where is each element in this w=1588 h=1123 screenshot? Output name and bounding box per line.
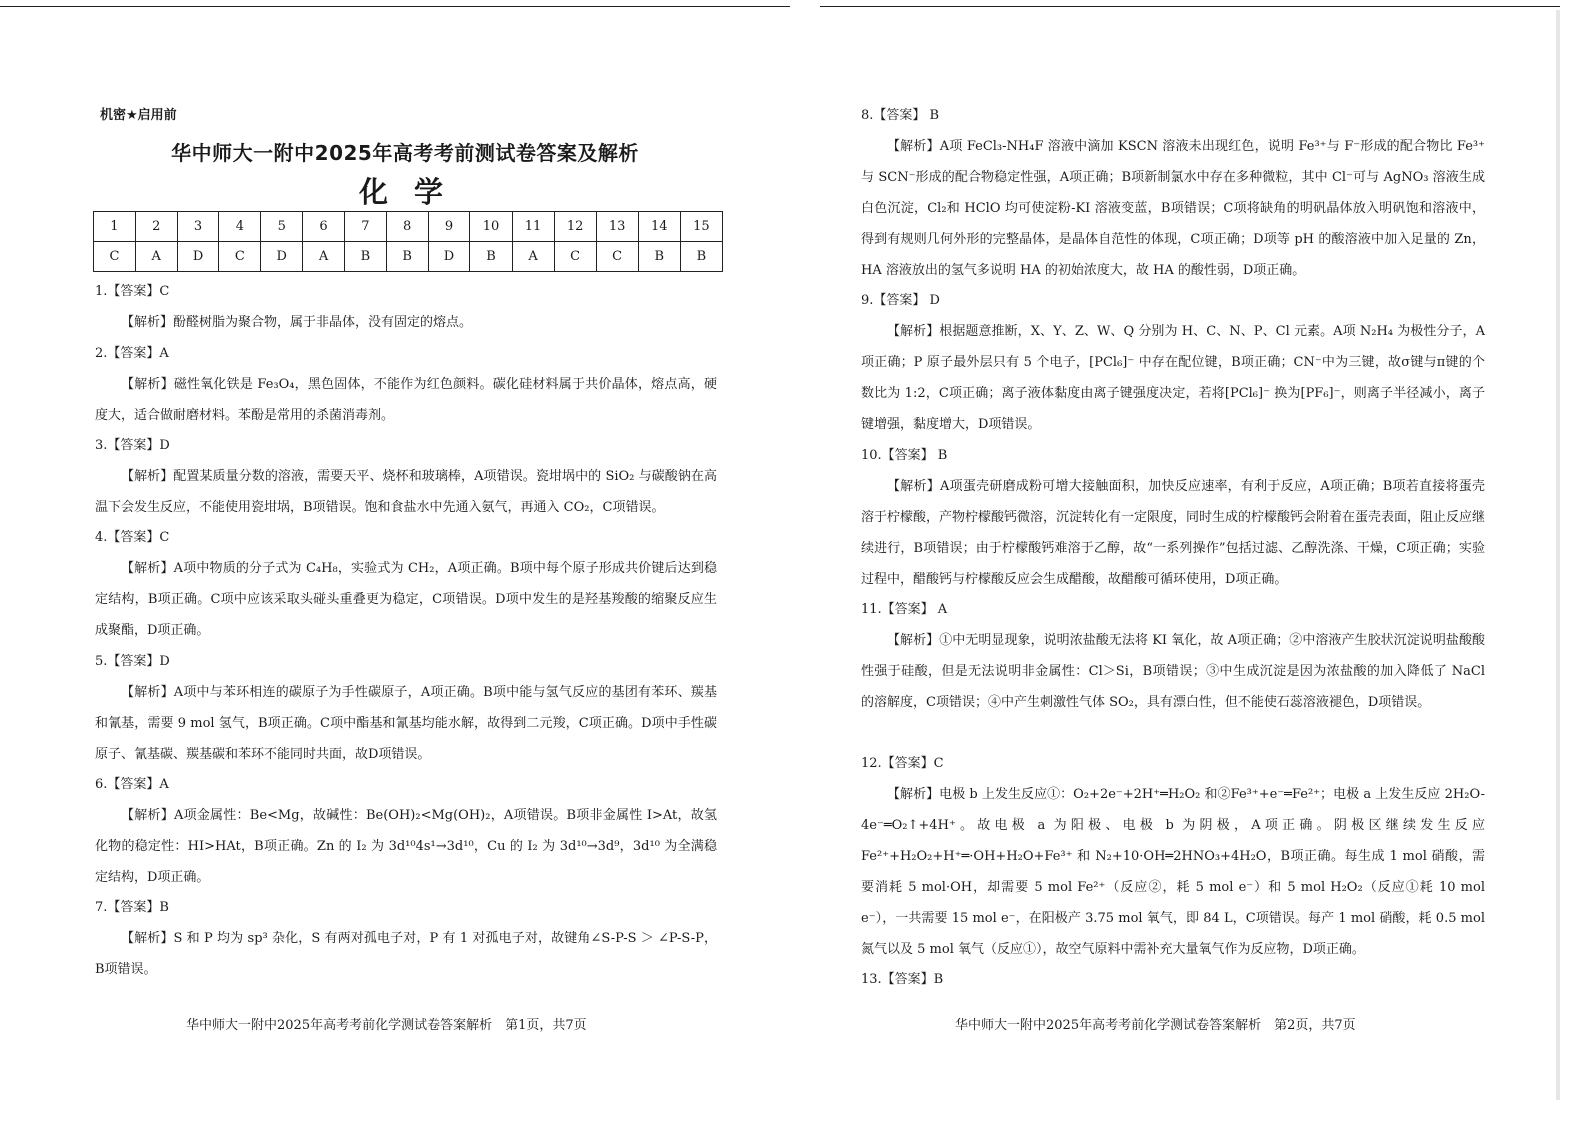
question-3 — [95, 430, 717, 523]
explanation-text: 【解析】酚醛树脂为聚合物，属于非晶体，没有固定的熔点。 — [121, 315, 473, 330]
table-cell: A — [303, 242, 345, 272]
page-footer: 华中师大一附中2025年高考考前化学测试卷答案解析 第2页，共7页 — [955, 1018, 1356, 1033]
answer-line: 9.【答案】 D — [861, 293, 940, 308]
question-4 — [95, 522, 717, 646]
answer-line: 2.【答案】A — [95, 346, 169, 361]
answer-line: 6.【答案】A — [95, 777, 169, 792]
question-6 — [95, 769, 717, 893]
scan-edge-shadow — [1556, 10, 1560, 1100]
table-cell: B — [470, 242, 512, 272]
answer-line: 13.【答案】B — [861, 972, 944, 987]
table-cell: D — [261, 242, 303, 272]
right-page — [790, 0, 1588, 1123]
table-cell: B — [638, 242, 680, 272]
table-cell: 5 — [261, 212, 303, 242]
answer-line: 7.【答案】B — [95, 900, 169, 915]
explanation-text: 【解析】磁性氧化铁是 Fe₃O₄，黑色固体，不能作为红色颜料。碳化硅材料属于共价晶体，熔点高，硬度大，适合做耐磨材料。苯酚是常用的杀菌消毒剂。 — [95, 377, 717, 423]
table-cell: B — [344, 242, 386, 272]
table-cell: B — [680, 242, 722, 272]
table-cell: 13 — [596, 212, 638, 242]
explanation-text: 【解析】A项蛋壳研磨成粉可增大接触面积，加快反应速率，有利于反应，A项正确；B项若直接将蛋壳溶于柠檬酸，产物柠檬酸钙微溶，沉淀转化有一定限度，同时生成的柠檬酸钙会附着在蛋壳表面，阻止反应继续进行，B项错误；由于柠檬酸钙难溶于乙醇，故“一系列操作”包括过滤、乙醇洗涤、干燥，C项正确；实验过程中，醋酸钙与柠檬酸反应会生成醋酸，故醋酸可循环使用，D项正确。 — [861, 479, 1486, 587]
table-cell: C — [596, 242, 638, 272]
explanation-text: 【解析】A项中与苯环相连的碳原子为手性碳原子，A项正确。B项中能与氢气反应的基团有苯环、羰基和氰基，需要 9 mol 氢气，B项正确。C项中酯基和氰基均能水解，故得到二元羧，C项正确。D项中手性碳原子、氰基碳、羰基碳和苯环不能同时共面，故D项错误。 — [95, 685, 717, 762]
answer-line: 11.【答案】 A — [861, 602, 948, 617]
answer-line: 12.【答案】C — [861, 756, 944, 771]
question-1 — [95, 276, 717, 338]
explanation-text: 【解析】电极 b 上发生反应①：O₂+2e⁻+2H⁺═H₂O₂ 和②Fe³⁺+e⁻═Fe²⁺；电极 a 上发生反应 2H₂O-4e⁻═O₂↑+4H⁺。故电极 a 为阳极、电极 b 为阴极，A项正确。阴极区继续发生反应 Fe²⁺+H₂O₂+H⁺═·OH+H₂O+Fe³⁺ 和 N₂+10·OH═2HNO₃+4H₂O，B项正确。每生成 1 mol 硝酸，需要消耗 5 mol·OH，却需要 5 mol Fe²⁺（反应②，耗 5 mol e⁻）和 5 mol H₂O₂（反应①耗 10 mol e⁻），一共需要 15 mol e⁻，在阳极产 3.75 mol 氧气，即 84 L，C项错误。每产 1 mol 硝酸，耗 0.5 mol 氮气以及 5 mol 氧气（反应①），故空气原料中需补充大量氧气作为反应物，D项正确。 — [861, 787, 1485, 957]
question-10 — [861, 440, 1485, 595]
table-cell: 15 — [680, 212, 722, 242]
question-8 — [861, 100, 1485, 286]
answer-line: 5.【答案】D — [95, 654, 170, 669]
question-9 — [861, 285, 1485, 440]
answer-line: 10.【答案】 B — [861, 448, 948, 463]
question-12 — [861, 748, 1485, 965]
table-cell: 8 — [386, 212, 428, 242]
explanation-text: 【解析】根据题意推断，X、Y、Z、W、Q 分别为 H、C、N、P、Cl 元素。A项 N₂H₄ 为极性分子，A项正确；P 原子最外层只有 5 个电子，[PCl₆]⁻ 中存在配位键，B项正确；CN⁻中为三键，故σ键与π键的个数比为 1:2，C项正确；离子液体黏度由离子键强度决定，若将[PCl₆]⁻ 换为[PF₆]⁻，则离子半径减小，离子键增强，黏度增大，D项错误。 — [861, 324, 1485, 432]
left-page — [0, 0, 790, 1123]
answer-line: 3.【答案】D — [95, 438, 170, 453]
table-cell: 7 — [344, 212, 386, 242]
answer-line: 8.【答案】 B — [861, 108, 940, 123]
answer-line: 4.【答案】C — [95, 530, 170, 545]
answer-letter-row — [94, 242, 723, 272]
subject-heading: 化 学 — [358, 175, 452, 209]
answer-line: 1.【答案】C — [95, 284, 170, 299]
table-cell: B — [386, 242, 428, 272]
question-5 — [95, 646, 717, 770]
table-cell: C — [94, 242, 136, 272]
explanation-text: 【解析】A项 FeCl₃-NH₄F 溶液中滴加 KSCN 溶液未出现红色，说明 Fe³⁺与 F⁻形成的配合物比 Fe³⁺与 SCN⁻形成的配合物稳定性强，A项正确；B项新制氯水中存在多种微粒，其中 Cl⁻可与 AgNO₃ 溶液生成白色沉淀，Cl₂和 HClO 均可使淀粉-KI 溶液变蓝，B项错误；C项将缺角的明矾晶体放入明矾饱和溶液中，得到有规则几何外形的完整晶体，是晶体自范性的体现，C项正确；D项等 pH 的酸溶液中加入足量的 Zn，HA 溶液放出的氢气多说明 HA 的初始浓度大，故 HA 的酸性弱，D项正确。 — [861, 139, 1485, 278]
explanation-text: 【解析】配置某质量分数的溶液，需要天平、烧杯和玻璃棒，A项错误。瓷坩埚中的 SiO₂ 与碳酸钠在高温下会发生反应，不能使用瓷坩埚，B项错误。饱和食盐水中先通入氨气，再通入 CO₂，C项错误。 — [95, 469, 717, 515]
table-cell: 11 — [512, 212, 554, 242]
question-2 — [95, 338, 717, 431]
table-cell: 4 — [219, 212, 261, 242]
answer-key-table — [93, 211, 723, 272]
table-cell: 10 — [470, 212, 512, 242]
question-number-row — [94, 212, 723, 242]
question-7 — [95, 892, 717, 985]
scan-edge-line — [0, 6, 790, 7]
table-cell: C — [554, 242, 596, 272]
table-cell: 3 — [177, 212, 219, 242]
question-13 — [861, 964, 1485, 995]
question-11 — [861, 594, 1485, 718]
table-cell: 2 — [135, 212, 177, 242]
table-cell: 6 — [303, 212, 345, 242]
document-title: 华中师大一附中2025年高考考前测试卷答案及解析 — [171, 141, 639, 165]
table-cell: D — [177, 242, 219, 272]
table-cell: D — [428, 242, 470, 272]
table-cell: 14 — [638, 212, 680, 242]
explanation-text: 【解析】①中无明显现象，说明浓盐酸无法将 KI 氧化，故 A项正确；②中溶液产生胶状沉淀说明盐酸酸性强于硅酸，但是无法说明非金属性：Cl＞Si，B项错误；③中生成沉淀是因为浓盐酸的加入降低了 NaCl 的溶解度，C项错误；④中产生刺激性气体 SO₂，具有漂白性，但不能使石蕊溶液褪色，D项错误。 — [861, 633, 1485, 710]
explanation-text: 【解析】S 和 P 均为 sp³ 杂化，S 有两对孤电子对，P 有 1 对孤电子对，故键角∠S-P-S ＞ ∠P-S-P，B项错误。 — [95, 931, 717, 977]
table-cell: 12 — [554, 212, 596, 242]
page-footer: 华中师大一附中2025年高考考前化学测试卷答案解析 第1页，共7页 — [186, 1018, 587, 1033]
confidential-label: 机密★启用前 — [100, 108, 177, 123]
explanation-text: 【解析】A项金属性：Be<Mg，故碱性：Be(OH)₂<Mg(OH)₂，A项错误。B项非金属性 I>At，故氢化物的稳定性：HI>HAt，B项正确。Zn 的 I₂ 为 3d¹⁰4s¹→3d¹⁰，Cu 的 I₂ 为 3d¹⁰→3d⁹，3d¹⁰ 为全满稳定结构，D项正确。 — [95, 808, 717, 885]
table-cell: 1 — [94, 212, 136, 242]
table-cell: A — [135, 242, 177, 272]
explanation-text: 【解析】A项中物质的分子式为 C₄H₈，实验式为 CH₂，A项正确。B项中每个原子形成共价键后达到稳定结构，B项正确。C项中应该采取头碰头重叠更为稳定，C项错误。D项中发生的是羟基羧酸的缩聚反应生成聚酯，D项正确。 — [95, 561, 717, 638]
scan-edge-line — [820, 6, 1560, 7]
table-cell: 9 — [428, 212, 470, 242]
table-cell: A — [512, 242, 554, 272]
table-cell: C — [219, 242, 261, 272]
